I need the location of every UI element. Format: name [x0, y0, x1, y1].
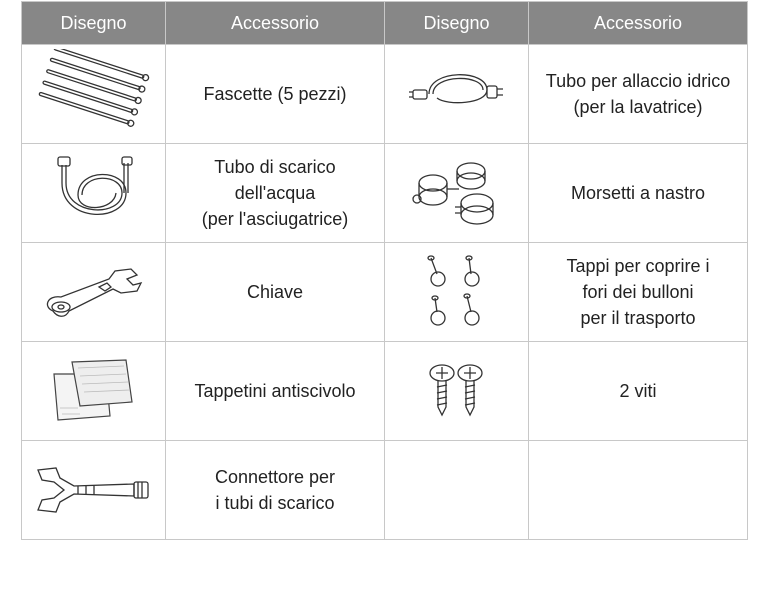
table-row	[22, 243, 748, 342]
drawing-cell	[22, 441, 166, 540]
accessory-name-cell: Tappi per coprire i fori dei bulloni per il trasporto	[529, 243, 748, 342]
hose-clamps-icon	[407, 153, 507, 233]
drain-hose-icon	[44, 153, 144, 233]
header-accessory-2: Accessorio	[529, 2, 748, 45]
accessories-table	[21, 1, 748, 540]
accessory-name-cell: 2 viti	[529, 342, 748, 441]
header-drawing-1: Disegno	[22, 2, 166, 45]
anti-slip-pads-icon	[44, 356, 144, 426]
screws-icon	[422, 361, 492, 421]
accessory-name-cell: Tubo per allaccio idrico (per la lavatrice)	[529, 45, 748, 144]
inlet-hose-icon	[407, 64, 507, 124]
accessory-name-cell: Tappetini antiscivolo	[166, 342, 385, 441]
drawing-cell	[385, 144, 529, 243]
table-row	[22, 441, 748, 540]
drawing-cell	[22, 243, 166, 342]
drawing-cell	[22, 144, 166, 243]
table-row	[22, 45, 748, 144]
empty-cell	[385, 441, 529, 540]
drawing-cell	[22, 45, 166, 144]
bolt-caps-icon	[417, 252, 497, 332]
drawing-cell	[22, 342, 166, 441]
table-row	[22, 342, 748, 441]
drawing-cell	[385, 243, 529, 342]
accessory-name-cell: Chiave	[166, 243, 385, 342]
spanner-icon	[39, 257, 149, 327]
empty-cell	[529, 441, 748, 540]
accessory-name-cell: Tubo di scarico dell'acqua (per l'asciugatrice)	[166, 144, 385, 243]
drain-connector-icon	[34, 460, 154, 520]
accessory-name-cell: Morsetti a nastro	[529, 144, 748, 243]
header-drawing-2: Disegno	[385, 2, 529, 45]
header-row	[22, 2, 748, 45]
cable-ties-icon	[34, 49, 154, 139]
header-accessory-1: Accessorio	[166, 2, 385, 45]
table-row	[22, 144, 748, 243]
drawing-cell	[385, 342, 529, 441]
accessory-name-cell: Fascette (5 pezzi)	[166, 45, 385, 144]
drawing-cell	[385, 45, 529, 144]
accessory-name-cell: Connettore per i tubi di scarico	[166, 441, 385, 540]
